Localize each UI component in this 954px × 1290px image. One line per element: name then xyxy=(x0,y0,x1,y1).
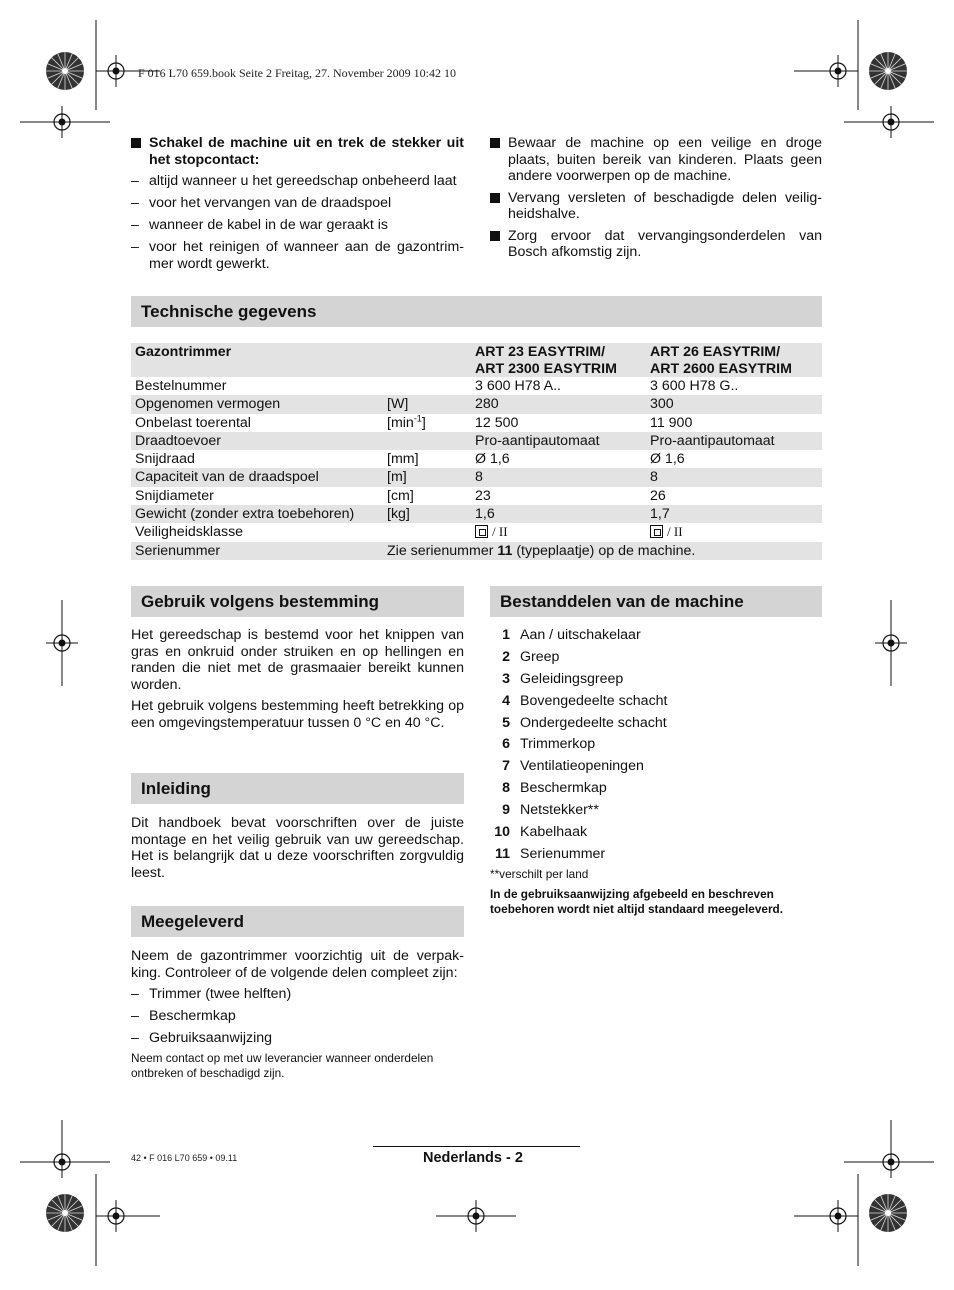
row-label: Capaciteit van de draadspoel xyxy=(135,469,319,486)
serial-pre: Zie serienummer xyxy=(387,542,498,559)
list-item xyxy=(490,757,822,779)
table-row xyxy=(131,487,822,505)
list-item xyxy=(490,626,822,648)
row-unit: [W] xyxy=(387,396,409,413)
row-unit: [mm] xyxy=(387,451,419,468)
row-value-b: 300 xyxy=(650,396,674,413)
included-note: Neem contact op met uw leverancier wanneer onderdelen ontbreken of beschadigd zijn. xyxy=(131,1051,434,1080)
item-label: Aan / uitschakelaar xyxy=(520,627,641,643)
unit-base: [min xyxy=(387,414,414,431)
list-item: – Gebruiksaanwijzing xyxy=(131,1030,464,1047)
list-item xyxy=(490,714,822,736)
class-value: / II xyxy=(667,524,683,540)
row-value-b: 1,7 xyxy=(650,506,670,523)
double-insulation-icon xyxy=(650,525,663,538)
item-number: 9 xyxy=(502,802,510,819)
item-number: 6 xyxy=(502,736,510,753)
table-row xyxy=(131,414,822,432)
row-label: Onbelast toerental xyxy=(135,414,251,431)
row-value-a: 23 xyxy=(475,487,491,504)
row-value-a: 8 xyxy=(475,469,483,486)
row-value-a: Pro-aantipautomaat xyxy=(475,432,600,449)
header-label: Gazontrimmer xyxy=(135,344,232,360)
row-unit: [cm] xyxy=(387,487,414,504)
item-label: Kabelhaak xyxy=(520,824,588,841)
class-value: / II xyxy=(492,524,508,540)
row-label: Gewicht (zonder extra toebehoren) xyxy=(135,506,355,523)
list-item xyxy=(490,801,822,823)
footer-code: 42 • F 016 L70 659 • 09.11 xyxy=(131,1153,238,1163)
list-item xyxy=(490,735,822,757)
row-unit: [kg] xyxy=(387,506,410,523)
list-item xyxy=(490,823,822,845)
item-label: Trimmerkop xyxy=(520,736,596,753)
item-number: 7 xyxy=(502,758,510,775)
list-item xyxy=(490,692,822,714)
dash-item: – voor het reinigen of wanneer aan de gazontrim-mer wordt gewerkt. xyxy=(131,239,464,272)
table-row xyxy=(131,468,822,486)
header-model-a-2: ART 2300 EASYTRIM xyxy=(475,360,617,377)
header-model-b-1: ART 26 EASYTRIM/ xyxy=(650,344,781,360)
row-label: Snijdiameter xyxy=(135,487,214,504)
row-unit: [m] xyxy=(387,469,407,486)
list-item xyxy=(490,648,822,670)
item-label: Bovengedeelte schacht xyxy=(520,692,668,709)
dash-item: – voor het vervangen van de draadspoel xyxy=(131,195,464,212)
safety-left-column xyxy=(131,135,464,278)
page-number: Nederlands - 2 xyxy=(423,1150,523,1166)
table-row xyxy=(131,450,822,468)
section-heading-intended-use: Gebruik volgens bestemming xyxy=(131,586,464,617)
row-value-b: 26 xyxy=(650,487,666,504)
list-item xyxy=(490,779,822,801)
row-label: Draadtoevoer xyxy=(135,432,221,449)
accessories-note: In de gebruiksaanwijzing afgebeeld en beschreven toebehoren wordt niet altijd standaard meegeleverd. xyxy=(490,887,784,916)
row-label: Opgenomen vermogen xyxy=(135,396,281,413)
bullet-item: Vervang versleten of beschadigde delen veilig-heidshalve. xyxy=(490,190,822,223)
intended-use-paragraph-1: Het gereedschap is bestemd voor het knippen van gras en onkruid onder struiken en op hellingen en randen die niet met de grasmaaier bereikt kunnen worden. xyxy=(131,627,464,693)
item-number: 2 xyxy=(502,648,510,665)
introduction-paragraph: Dit handboek bevat voorschriften over de juiste montage en het veilig gebruik van uw gereedschap. Het is belangrijk dat u deze voorschriften zorgvuldig leest. xyxy=(131,815,464,881)
item-number: 5 xyxy=(502,714,510,731)
row-value-a: 12 500 xyxy=(475,414,519,431)
item-label: Beschermkap xyxy=(520,780,607,797)
item-label: Greep xyxy=(520,648,560,665)
row-value-a: 3 600 H78 A.. xyxy=(475,378,561,394)
row-value-b xyxy=(650,523,683,541)
components-list xyxy=(490,626,822,867)
serial-num: 11 xyxy=(497,542,513,559)
row-label: Veiligheidsklasse xyxy=(135,524,244,541)
section-heading-components: Bestanddelen van de machine xyxy=(490,586,822,617)
row-unit xyxy=(387,414,426,432)
item-number: 1 xyxy=(502,627,510,643)
double-insulation-icon xyxy=(475,525,488,538)
bullet-item: Zorg ervoor dat vervangingsonderdelen van Bosch afkomstig zijn. xyxy=(490,228,822,261)
header-model-a-1: ART 23 EASYTRIM/ xyxy=(475,344,606,360)
item-number: 10 xyxy=(494,824,510,841)
row-value-b: 11 900 xyxy=(650,414,693,431)
item-label: Geleidingsgreep xyxy=(520,670,624,687)
list-item xyxy=(490,845,822,867)
unplug-instruction: Schakel de machine uit en trek de stekker uit het stopcontact: xyxy=(131,135,464,168)
included-paragraph: Neem de gazontrimmer voorzichtig uit de verpak-king. Controleer of de volgende delen compleet zijn: xyxy=(131,948,464,981)
list-item xyxy=(490,670,822,692)
row-value-a: 1,6 xyxy=(475,506,495,523)
table-row xyxy=(131,432,822,450)
included-list xyxy=(131,986,464,1052)
table-row xyxy=(131,542,822,560)
table-row xyxy=(131,377,822,395)
serial-value xyxy=(387,542,695,560)
row-value-a xyxy=(475,523,508,541)
list-item: – Beschermkap xyxy=(131,1008,464,1025)
row-value-a: 280 xyxy=(475,396,499,413)
unit-end: ] xyxy=(421,414,426,431)
dash-item: – wanneer de kabel in de war geraakt is xyxy=(131,217,464,234)
row-value-b: Ø 1,6 xyxy=(650,451,685,468)
table-header xyxy=(131,343,822,377)
row-value-a: Ø 1,6 xyxy=(475,451,510,468)
row-label: Bestelnummer xyxy=(135,378,227,394)
row-value-b: Pro-aantipautomaat xyxy=(650,432,775,449)
row-label: Serienummer xyxy=(135,542,221,559)
item-number: 8 xyxy=(502,780,510,797)
table-row xyxy=(131,395,822,413)
item-label: Ventilatieopeningen xyxy=(520,758,644,775)
row-label: Snijdraad xyxy=(135,451,195,468)
list-item: – Trimmer (twee helften) xyxy=(131,986,464,1003)
section-heading-introduction: Inleiding xyxy=(131,773,464,804)
section-heading-included: Meegeleverd xyxy=(131,906,464,937)
technical-table xyxy=(131,343,822,560)
dash-item: – altijd wanneer u het gereedschap onbeheerd laat xyxy=(131,173,464,190)
item-label: Ondergedeelte schacht xyxy=(520,714,667,731)
book-slug: F 016 L70 659.book Seite 2 Freitag, 27. November 2009 10:42 10 xyxy=(138,66,456,80)
serial-post: (typeplaatje) op de machine. xyxy=(512,542,696,559)
item-number: 11 xyxy=(495,845,510,862)
section-heading-technical: Technische gegevens xyxy=(131,296,822,327)
intended-use-paragraph-2: Het gebruik volgens bestemming heeft betrekking op een omgevingstemperatuur tussen 0 °C en 40 °C. xyxy=(131,698,464,731)
unit-superscript: -1 xyxy=(413,412,422,423)
header-model-b-2: ART 2600 EASYTRIM xyxy=(650,360,792,377)
safety-right-column xyxy=(490,135,822,266)
components-footnote: **verschilt per land xyxy=(490,867,589,881)
item-number: 3 xyxy=(502,670,510,687)
table-row xyxy=(131,505,822,523)
item-label: Netstekker** xyxy=(520,802,599,819)
footer-rule xyxy=(373,1146,580,1147)
table-row xyxy=(131,523,822,541)
item-label: Serienummer xyxy=(520,845,606,862)
bullet-item: Bewaar de machine op een veilige en droge plaats, buiten bereik van kinderen. Plaats geen andere voorwerpen op de machine. xyxy=(490,135,822,185)
row-value-b: 8 xyxy=(650,469,658,486)
row-value-b: 3 600 H78 G.. xyxy=(650,378,739,394)
item-number: 4 xyxy=(502,692,510,709)
